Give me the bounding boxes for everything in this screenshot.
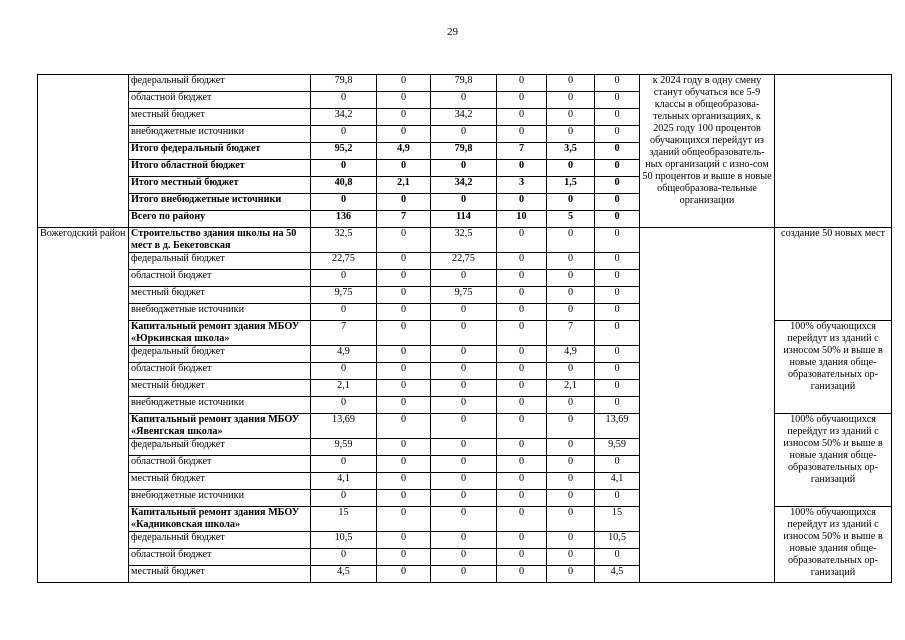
value-cell: 0: [497, 109, 547, 126]
value-cell: 0: [377, 346, 431, 363]
value-cell: 4,1: [595, 473, 640, 490]
budget-row: [38, 75, 892, 92]
value-cell: 0: [595, 253, 640, 270]
value-cell: 0: [497, 92, 547, 109]
value-cell: 0: [377, 549, 431, 566]
value-cell: 0: [377, 253, 431, 270]
value-cell: 0: [497, 304, 547, 321]
row-label: внебюджетные источники: [129, 490, 311, 507]
value-cell: 0: [595, 160, 640, 177]
value-cell: 0: [547, 473, 595, 490]
value-cell: 0: [377, 287, 431, 304]
project-title: Капитальный ремонт здания МБОУ «Явенгская школа»: [129, 414, 311, 439]
value-cell: 0: [595, 490, 640, 507]
value-cell: 0: [431, 126, 497, 143]
project-title: Капитальный ремонт здания МБОУ «Юркинская школа»: [129, 321, 311, 346]
value-cell: 0: [497, 126, 547, 143]
value-cell: 0: [311, 490, 377, 507]
value-cell: 0: [311, 270, 377, 287]
row-label: федеральный бюджет: [129, 439, 311, 456]
value-cell: 79,8: [431, 143, 497, 160]
value-cell: 0: [595, 304, 640, 321]
value-cell: 0: [595, 397, 640, 414]
district-cell: [38, 75, 129, 228]
row-label: областной бюджет: [129, 363, 311, 380]
project-result: 100% обучающихся перейдут из зданий с износом 50% и выше в новые здания обще-образовательных ор-ганизаций: [775, 507, 892, 583]
value-cell: 10,5: [311, 532, 377, 549]
value-cell: 7: [497, 143, 547, 160]
value-cell: 0: [431, 549, 497, 566]
value-cell: 0: [377, 397, 431, 414]
value-cell: 0: [547, 160, 595, 177]
value-cell: 34,2: [431, 109, 497, 126]
project-result: 100% обучающихся перейдут из зданий с износом 50% и выше в новые здания обще-образовательных ор-ганизаций: [775, 414, 892, 507]
value-cell: 0: [497, 566, 547, 583]
value-cell: 0: [497, 363, 547, 380]
value-cell: 0: [377, 532, 431, 549]
value-cell: 9,75: [311, 287, 377, 304]
value-cell: 0: [377, 228, 431, 253]
value-cell: 0: [497, 456, 547, 473]
value-cell: 79,8: [311, 75, 377, 92]
value-cell: 0: [431, 532, 497, 549]
value-cell: 4,9: [377, 143, 431, 160]
value-cell: 0: [547, 228, 595, 253]
value-cell: 32,5: [311, 228, 377, 253]
value-cell: 0: [377, 507, 431, 532]
row-label: Всего по району: [129, 211, 311, 228]
value-cell: 2,1: [311, 380, 377, 397]
value-cell: 0: [431, 456, 497, 473]
row-label: областной бюджет: [129, 92, 311, 109]
value-cell: 0: [431, 507, 497, 532]
row-label: Итого областной бюджет: [129, 160, 311, 177]
value-cell: 15: [311, 507, 377, 532]
value-cell: 0: [431, 414, 497, 439]
row-label: федеральный бюджет: [129, 532, 311, 549]
value-cell: 0: [497, 160, 547, 177]
row-label: федеральный бюджет: [129, 346, 311, 363]
value-cell: 0: [377, 92, 431, 109]
value-cell: 0: [497, 473, 547, 490]
value-cell: 7: [547, 321, 595, 346]
value-cell: 4,5: [595, 566, 640, 583]
value-cell: 0: [497, 397, 547, 414]
value-cell: 2,1: [377, 177, 431, 194]
value-cell: 0: [497, 414, 547, 439]
value-cell: 0: [547, 414, 595, 439]
value-cell: 4,9: [547, 346, 595, 363]
value-cell: 2,1: [547, 380, 595, 397]
result-note: к 2024 году в одну смену станут обучаться все 5-9 классы в общеобразова-тельных организациях, к 2025 году 100 процентов обучающихся перейдут из зданий общеобразователь-ных организаций с изно-сом 50 процентов и выше в новые общеобразова-тельные организации: [640, 75, 775, 228]
project-row: [38, 228, 892, 253]
value-cell: 95,2: [311, 143, 377, 160]
value-cell: 0: [497, 490, 547, 507]
row-label: внебюджетные источники: [129, 397, 311, 414]
value-cell: 0: [595, 143, 640, 160]
value-cell: 0: [431, 304, 497, 321]
value-cell: 114: [431, 211, 497, 228]
row-label: местный бюджет: [129, 566, 311, 583]
empty-result-cell: [775, 75, 892, 228]
value-cell: 79,8: [431, 75, 497, 92]
value-cell: 0: [497, 532, 547, 549]
value-cell: 34,2: [431, 177, 497, 194]
value-cell: 0: [311, 160, 377, 177]
value-cell: 0: [595, 109, 640, 126]
value-cell: 3,5: [547, 143, 595, 160]
value-cell: 0: [497, 439, 547, 456]
value-cell: 0: [431, 194, 497, 211]
value-cell: 0: [311, 456, 377, 473]
value-cell: 136: [311, 211, 377, 228]
value-cell: 0: [431, 160, 497, 177]
value-cell: 0: [431, 321, 497, 346]
value-cell: 0: [547, 549, 595, 566]
value-cell: 0: [547, 270, 595, 287]
value-cell: 0: [595, 549, 640, 566]
value-cell: 9,75: [431, 287, 497, 304]
value-cell: 0: [595, 456, 640, 473]
value-cell: 0: [497, 380, 547, 397]
value-cell: 0: [377, 304, 431, 321]
value-cell: 0: [595, 92, 640, 109]
value-cell: 0: [377, 414, 431, 439]
value-cell: 0: [497, 287, 547, 304]
row-label: местный бюджет: [129, 287, 311, 304]
value-cell: 0: [595, 270, 640, 287]
value-cell: 0: [311, 304, 377, 321]
row-label: федеральный бюджет: [129, 253, 311, 270]
value-cell: 0: [431, 346, 497, 363]
value-cell: 3: [497, 177, 547, 194]
row-label: областной бюджет: [129, 549, 311, 566]
value-cell: 0: [377, 270, 431, 287]
value-cell: 40,8: [311, 177, 377, 194]
value-cell: 0: [377, 473, 431, 490]
value-cell: 0: [377, 75, 431, 92]
value-cell: 0: [595, 126, 640, 143]
value-cell: 0: [595, 75, 640, 92]
value-cell: 0: [595, 211, 640, 228]
value-cell: 0: [377, 380, 431, 397]
value-cell: 0: [431, 473, 497, 490]
value-cell: 0: [431, 490, 497, 507]
value-cell: 34,2: [311, 109, 377, 126]
value-cell: 0: [497, 507, 547, 532]
value-cell: 0: [377, 321, 431, 346]
row-label: местный бюджет: [129, 380, 311, 397]
value-cell: 0: [497, 75, 547, 92]
row-label: Итого внебюджетные источники: [129, 194, 311, 211]
project-result: создание 50 новых мест: [775, 228, 892, 321]
value-cell: 0: [595, 346, 640, 363]
value-cell: 0: [377, 194, 431, 211]
value-cell: 22,75: [431, 253, 497, 270]
value-cell: 0: [547, 439, 595, 456]
row-label: внебюджетные источники: [129, 304, 311, 321]
value-cell: 32,5: [431, 228, 497, 253]
row-label: Итого местный бюджет: [129, 177, 311, 194]
budget-table: [37, 74, 892, 583]
row-label: внебюджетные источники: [129, 126, 311, 143]
value-cell: 0: [311, 549, 377, 566]
row-label: областной бюджет: [129, 270, 311, 287]
value-cell: 0: [547, 253, 595, 270]
value-cell: 0: [497, 194, 547, 211]
value-cell: 7: [377, 211, 431, 228]
value-cell: 9,59: [311, 439, 377, 456]
row-label: Итого федеральный бюджет: [129, 143, 311, 160]
value-cell: 0: [547, 507, 595, 532]
row-label: федеральный бюджет: [129, 75, 311, 92]
value-cell: 0: [497, 346, 547, 363]
value-cell: 0: [311, 194, 377, 211]
value-cell: 4,5: [311, 566, 377, 583]
value-cell: 0: [431, 270, 497, 287]
value-cell: 22,75: [311, 253, 377, 270]
value-cell: 0: [547, 532, 595, 549]
value-cell: 0: [547, 109, 595, 126]
value-cell: 0: [431, 566, 497, 583]
value-cell: 0: [431, 92, 497, 109]
value-cell: 0: [595, 228, 640, 253]
value-cell: 0: [311, 126, 377, 143]
value-cell: 0: [377, 160, 431, 177]
value-cell: 0: [595, 177, 640, 194]
value-cell: 0: [547, 363, 595, 380]
budget-table-body: [38, 75, 892, 583]
value-cell: 10,5: [595, 532, 640, 549]
value-cell: 7: [311, 321, 377, 346]
value-cell: 0: [547, 194, 595, 211]
project-result: 100% обучающихся перейдут из зданий с износом 50% и выше в новые здания обще-образовательных ор-ганизаций: [775, 321, 892, 414]
value-cell: 0: [497, 270, 547, 287]
row-label: местный бюджет: [129, 473, 311, 490]
value-cell: 0: [311, 92, 377, 109]
value-cell: 0: [497, 253, 547, 270]
value-cell: 0: [377, 456, 431, 473]
value-cell: 0: [431, 397, 497, 414]
value-cell: 1,5: [547, 177, 595, 194]
value-cell: 0: [595, 287, 640, 304]
value-cell: 4,1: [311, 473, 377, 490]
value-cell: 10: [497, 211, 547, 228]
value-cell: 0: [377, 566, 431, 583]
value-cell: 0: [595, 194, 640, 211]
value-cell: 0: [547, 397, 595, 414]
value-cell: 0: [377, 439, 431, 456]
value-cell: 13,69: [595, 414, 640, 439]
empty-note-cell: [640, 228, 775, 583]
value-cell: 0: [595, 321, 640, 346]
page-number: 29: [447, 26, 458, 38]
row-label: местный бюджет: [129, 109, 311, 126]
value-cell: 0: [547, 566, 595, 583]
value-cell: 4,9: [311, 346, 377, 363]
value-cell: 15: [595, 507, 640, 532]
value-cell: 13,69: [311, 414, 377, 439]
row-label: областной бюджет: [129, 456, 311, 473]
value-cell: 0: [547, 75, 595, 92]
value-cell: 0: [547, 490, 595, 507]
value-cell: 0: [595, 380, 640, 397]
value-cell: 0: [377, 363, 431, 380]
value-cell: 0: [547, 287, 595, 304]
value-cell: 0: [595, 363, 640, 380]
value-cell: 0: [547, 304, 595, 321]
value-cell: 0: [377, 490, 431, 507]
value-cell: 0: [497, 549, 547, 566]
value-cell: 0: [497, 228, 547, 253]
value-cell: 0: [431, 380, 497, 397]
value-cell: 0: [311, 363, 377, 380]
project-title: Капитальный ремонт здания МБОУ «Кадниковская школа»: [129, 507, 311, 532]
value-cell: 0: [547, 456, 595, 473]
value-cell: 0: [547, 126, 595, 143]
value-cell: 0: [311, 397, 377, 414]
value-cell: 0: [377, 126, 431, 143]
value-cell: 5: [547, 211, 595, 228]
project-title: Строительство здания школы на 50 мест в д. Бекетовская: [129, 228, 311, 253]
value-cell: 0: [377, 109, 431, 126]
value-cell: 0: [547, 92, 595, 109]
district-name: Вожегодский район: [38, 228, 129, 583]
value-cell: 0: [431, 363, 497, 380]
value-cell: 0: [431, 439, 497, 456]
value-cell: 0: [497, 321, 547, 346]
value-cell: 9,59: [595, 439, 640, 456]
